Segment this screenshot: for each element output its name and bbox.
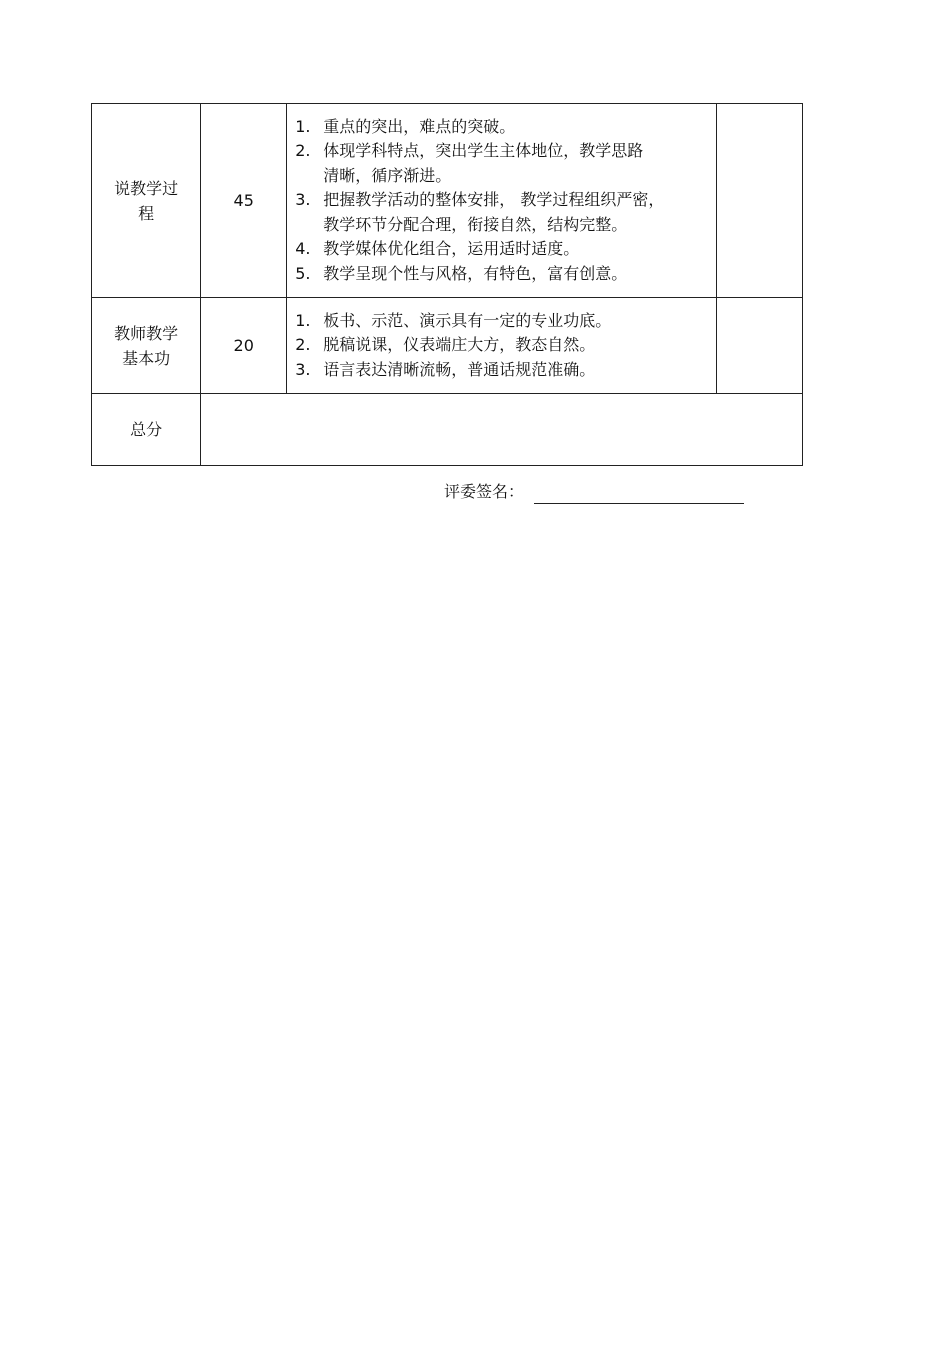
criteria-item xyxy=(295,262,708,287)
criteria-item xyxy=(295,188,708,237)
judge-signature xyxy=(444,480,744,504)
result-cell[interactable] xyxy=(716,104,802,298)
criteria-text: 语言表达清晰流畅，普通话规范准确。 xyxy=(323,359,596,379)
criteria-number: 5. xyxy=(295,263,311,283)
criteria-text: 脱稿说课，仪表端庄大方，教态自然。 xyxy=(323,335,596,355)
item-score: 45 xyxy=(201,104,287,298)
criteria-number: 2. xyxy=(295,335,311,355)
criteria-number: 2. xyxy=(295,141,311,161)
criteria-item xyxy=(295,115,708,140)
item-name xyxy=(92,298,201,394)
result-cell[interactable] xyxy=(716,298,802,394)
signature-label: 评委签名： xyxy=(444,482,525,501)
criteria-number: 1. xyxy=(295,116,311,136)
criteria-number: 3. xyxy=(295,190,311,210)
table-row-total xyxy=(92,394,803,466)
criteria-list xyxy=(287,298,717,394)
signature-line[interactable] xyxy=(534,481,744,504)
total-value-cell[interactable] xyxy=(201,394,803,466)
criteria-number: 4. xyxy=(295,239,311,259)
criteria-item xyxy=(295,139,708,188)
criteria-text: 教学媒体优化组合，运用适时适度。 xyxy=(323,239,580,259)
criteria-item xyxy=(295,333,708,358)
criteria-list xyxy=(287,104,717,298)
criteria-text: 把握教学活动的整体安排， 教学过程组织严密， 教学环节分配合理，衔接自然，结构完整。 xyxy=(323,190,665,234)
criteria-number: 1. xyxy=(295,310,311,330)
criteria-item xyxy=(295,358,708,383)
item-name-text: 说教学过 程 xyxy=(114,178,179,223)
criteria-item xyxy=(295,309,708,334)
criteria-number: 3. xyxy=(295,359,311,379)
scoring-table xyxy=(91,103,803,466)
criteria-text: 重点的突出，难点的突破。 xyxy=(323,116,516,136)
criteria-text: 板书、示范、演示具有一定的专业功底。 xyxy=(323,310,612,330)
table-row xyxy=(92,104,803,298)
item-score: 20 xyxy=(201,298,287,394)
item-name xyxy=(92,104,201,298)
criteria-text: 教学呈现个性与风格，有特色，富有创意。 xyxy=(323,263,628,283)
item-name-text: 教师教学 基本功 xyxy=(114,323,179,368)
criteria-item xyxy=(295,237,708,262)
criteria-text: 体现学科特点，突出学生主体地位，教学思路 清晰，循序渐进。 xyxy=(323,141,644,185)
table-row xyxy=(92,298,803,394)
total-label: 总分 xyxy=(92,394,201,466)
